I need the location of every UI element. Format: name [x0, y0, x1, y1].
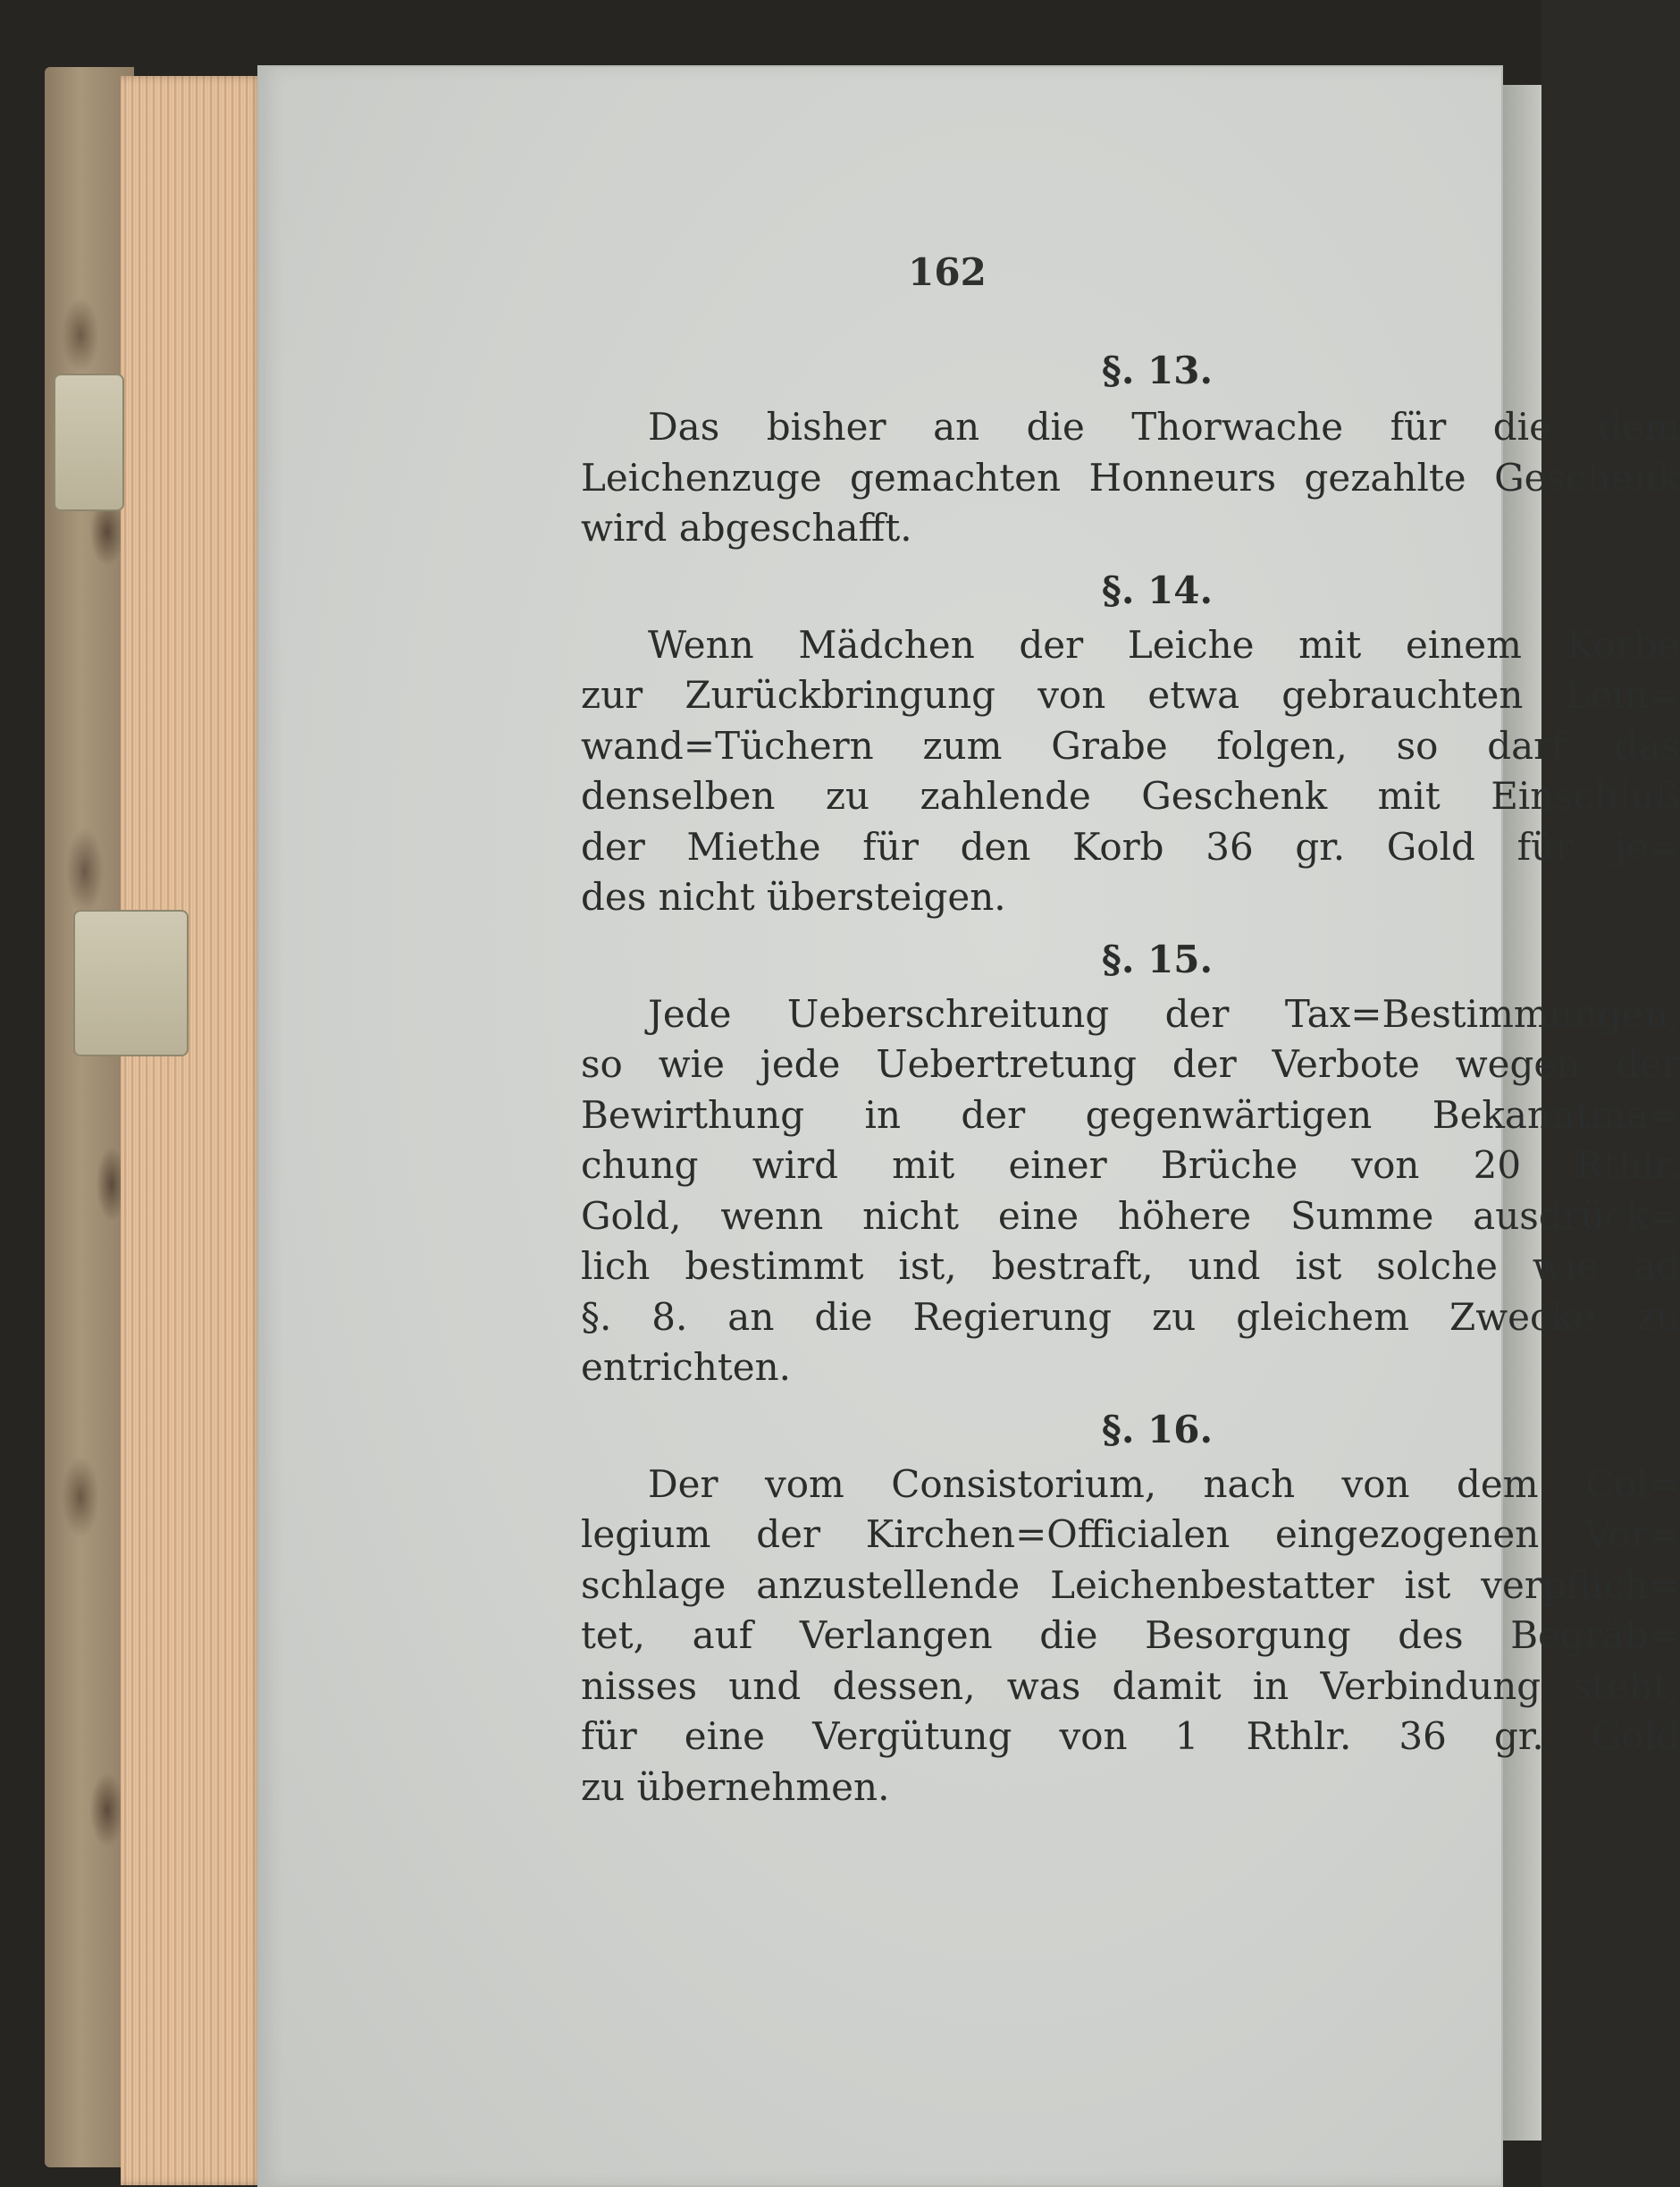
section-heading: §. 15. — [1101, 937, 1214, 981]
text-line: wand=Tüchern zum Grabe folgen, so darf das — [581, 723, 1680, 768]
text-line: so wie jede Uebertretung der Verbote wegen der — [581, 1042, 1680, 1086]
text-line: des nicht übersteigen. — [581, 875, 1006, 919]
text-line: zur Zurückbringung von etwa gebrauchten Lein= — [581, 673, 1680, 717]
section-13 — [581, 340, 1680, 554]
binding-tab-upper — [54, 374, 124, 511]
section-15 — [581, 930, 1680, 1393]
text-line: lich bestimmt ist, bestraft, und ist solche wie ad — [581, 1244, 1680, 1288]
section-heading: §. 16. — [1101, 1407, 1214, 1451]
text-line: denselben zu zahlende Geschenk mit Einschluß — [581, 774, 1680, 818]
text-line: legium der Kirchen=Officialen eingezogenen Vor= — [581, 1512, 1680, 1556]
page-number: 162 — [908, 250, 987, 294]
text-line: der Miethe für den Korb 36 gr. Gold für je= — [581, 824, 1680, 869]
book-page — [259, 67, 1680, 2185]
section-heading: §. 14. — [1101, 568, 1214, 612]
text-line: zu übernehmen. — [581, 1764, 890, 1809]
text-line: wird abgeschafft. — [581, 506, 912, 550]
text-line: für eine Vergütung von 1 Rthlr. 36 gr. Gold — [581, 1714, 1680, 1758]
text-block — [581, 340, 1680, 1820]
text-line: Leichenzuge gemachten Honneurs gezahlte Geschenk — [581, 455, 1680, 500]
text-line: Jede Ueberschreitung der Tax=Bestimmungen, — [648, 991, 1680, 1036]
text-line: nisses und dessen, was damit in Verbindung steht, — [581, 1663, 1680, 1708]
text-line: schlage anzustellende Leichenbestatter ist verpflich= — [581, 1562, 1680, 1607]
section-16 — [581, 1401, 1680, 1813]
text-line: Gold, wenn nicht eine höhere Summe ausdrück= — [581, 1193, 1680, 1238]
page-edges — [121, 76, 264, 2185]
binding-tab-lower — [73, 910, 189, 1056]
text-line: chung wird mit einer Brüche von 20 Rthlr. — [581, 1143, 1680, 1187]
text-line: tet, auf Verlangen die Besorgung des Begräb= — [581, 1613, 1680, 1657]
text-line: Wenn Mädchen der Leiche mit einem Korbe — [648, 622, 1680, 667]
section-14 — [581, 561, 1680, 923]
section-paragraph — [581, 402, 1680, 554]
text-line: Bewirthung in der gegenwärtigen Bekanntma= — [581, 1092, 1680, 1137]
text-line: §. 8. an die Regierung zu gleichem Zwecke zu — [581, 1294, 1680, 1339]
section-heading: §. 13. — [1101, 349, 1214, 392]
text-line: entrichten. — [581, 1345, 791, 1389]
text-line: Das bisher an die Thorwache für die dem — [648, 405, 1680, 449]
text-line: Der vom Consistorium, nach von dem Col= — [648, 1461, 1680, 1506]
section-paragraph — [581, 1459, 1680, 1813]
section-paragraph — [581, 620, 1680, 923]
section-paragraph — [581, 989, 1680, 1393]
